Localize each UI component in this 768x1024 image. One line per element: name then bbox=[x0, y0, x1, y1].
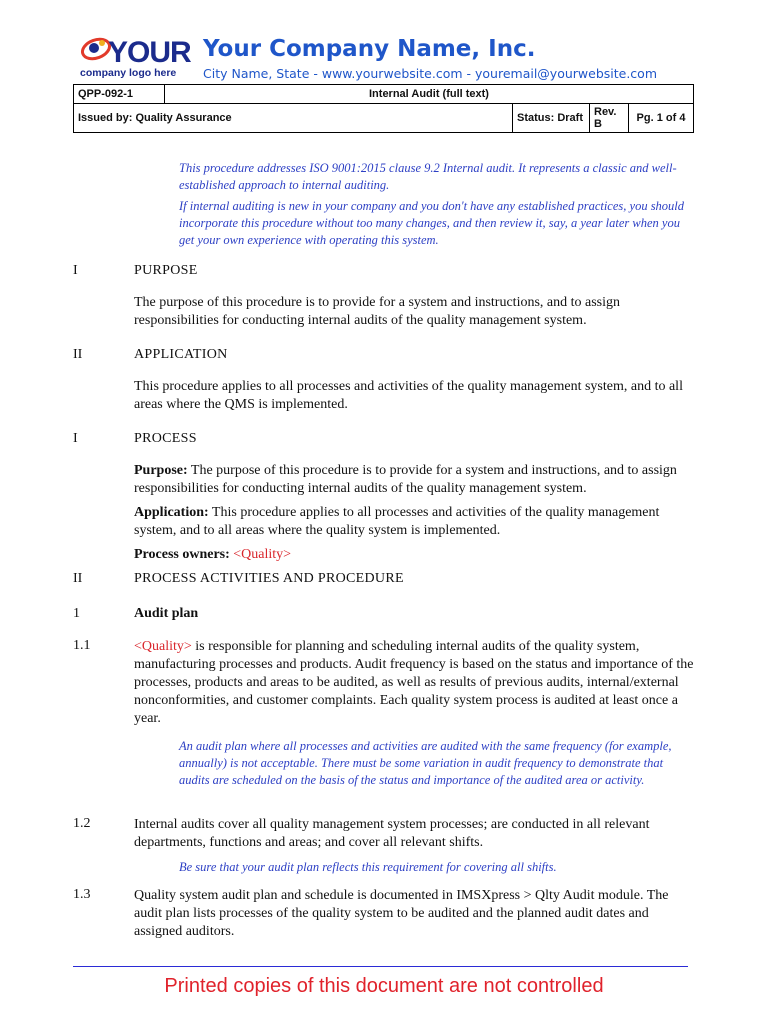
document-header-table bbox=[73, 84, 694, 133]
page-number: Pg. 1 of 4 bbox=[629, 104, 694, 133]
doc-id: QPP-092-1 bbox=[74, 85, 165, 104]
section-title-application: APPLICATION bbox=[134, 347, 228, 362]
process-owners-value: <Quality> bbox=[229, 547, 292, 562]
logo-subtitle: company logo here bbox=[80, 67, 177, 79]
application-text: This procedure applies to all processes and activities of the quality management system, and to all areas where the QMS is implemented. bbox=[134, 379, 683, 412]
doc-status: Status: Draft bbox=[513, 104, 590, 133]
process-application bbox=[134, 504, 694, 540]
intro-note-1: This procedure addresses ISO 9001:2015 clause 9.2 Internal audit. It represents a classic and well-established approach to internal auditing. bbox=[179, 161, 677, 192]
logo-text: YOUR bbox=[108, 36, 191, 69]
subsection-title-audit-plan: Audit plan bbox=[134, 606, 199, 621]
item-1-3-text: Quality system audit plan and schedule is documented in IMSXpress > Qlty Audit module. The audit plan lists processes of the quality system to be audited and the planned audit dates and assigned auditors. bbox=[134, 888, 669, 939]
company-name: Your Company Name, Inc. bbox=[203, 36, 536, 62]
item-1-1-text bbox=[134, 638, 694, 728]
section-title-activities: PROCESS ACTIVITIES AND PROCEDURE bbox=[134, 571, 404, 586]
item-1-2-text: Internal audits cover all quality management system processes; are conducted in all relevant departments, functions and areas; and cover all relevant shifts. bbox=[134, 817, 650, 850]
item-1-1-body: is responsible for planning and scheduling internal audits of the quality system, manufacturing processes and products. Audit frequency is based on the status and importance of the processes, products and areas to be audited, as well as results of previous audits, internal/external nonconformities, and customer complaints. Each quality system process is audited at least once a year. bbox=[134, 639, 694, 726]
item-number: 1.3 bbox=[73, 887, 91, 902]
item-number: 1.2 bbox=[73, 816, 91, 831]
process-application-label: Application: bbox=[134, 505, 209, 520]
process-owners bbox=[134, 546, 694, 564]
item-1-2-note: Be sure that your audit plan reflects this requirement for covering all shifts. bbox=[179, 860, 557, 874]
item-number: 1.1 bbox=[73, 638, 91, 653]
purpose-text: The purpose of this procedure is to provide for a system and instructions, and to assign responsibilities for conducting internal audits of the quality management system. bbox=[134, 295, 621, 328]
section-number: I bbox=[73, 431, 78, 446]
doc-revision: Rev. B bbox=[590, 104, 629, 133]
section-title-purpose: PURPOSE bbox=[134, 263, 198, 278]
footer-control-notice: Printed copies of this document are not controlled bbox=[164, 975, 604, 997]
subsection-number: 1 bbox=[73, 606, 80, 621]
intro-note-2: If internal auditing is new in your company and you don't have any established practices, you should incorporate this procedure without too many changes, and then review it, say, a year later when you get your own experience with operating this system. bbox=[179, 199, 685, 247]
company-logo bbox=[80, 34, 191, 80]
footer-divider bbox=[73, 966, 688, 967]
process-purpose-text: The purpose of this procedure is to provide for a system and instructions, and to assign responsibilities for conducting internal audits of the quality management system. bbox=[134, 463, 677, 496]
section-number: I bbox=[73, 263, 78, 278]
item-1-1-note: An audit plan where all processes and activities are audited with the same frequency (for example, annually) is not acceptable. There must be some variation in audit frequency to demonstrate that audits are scheduled on the basis of the status and importance of the audited area or activity. bbox=[179, 739, 672, 787]
quality-owner-ref: <Quality> bbox=[134, 639, 192, 654]
doc-title: Internal Audit (full text) bbox=[165, 85, 694, 104]
process-purpose-label: Purpose: bbox=[134, 463, 188, 478]
issued-by: Issued by: Quality Assurance bbox=[74, 104, 513, 133]
section-title-process: PROCESS bbox=[134, 431, 197, 446]
section-number: II bbox=[73, 347, 83, 362]
process-purpose bbox=[134, 462, 694, 498]
process-owners-label: Process owners: bbox=[134, 547, 230, 562]
section-number: II bbox=[73, 571, 83, 586]
process-application-text: This procedure applies to all processes and activities of the quality management system, and to all areas where the quality system is implemented. bbox=[134, 505, 660, 538]
company-contact-line: City Name, State - www.yourwebsite.com - youremail@yourwebsite.com bbox=[203, 66, 658, 81]
